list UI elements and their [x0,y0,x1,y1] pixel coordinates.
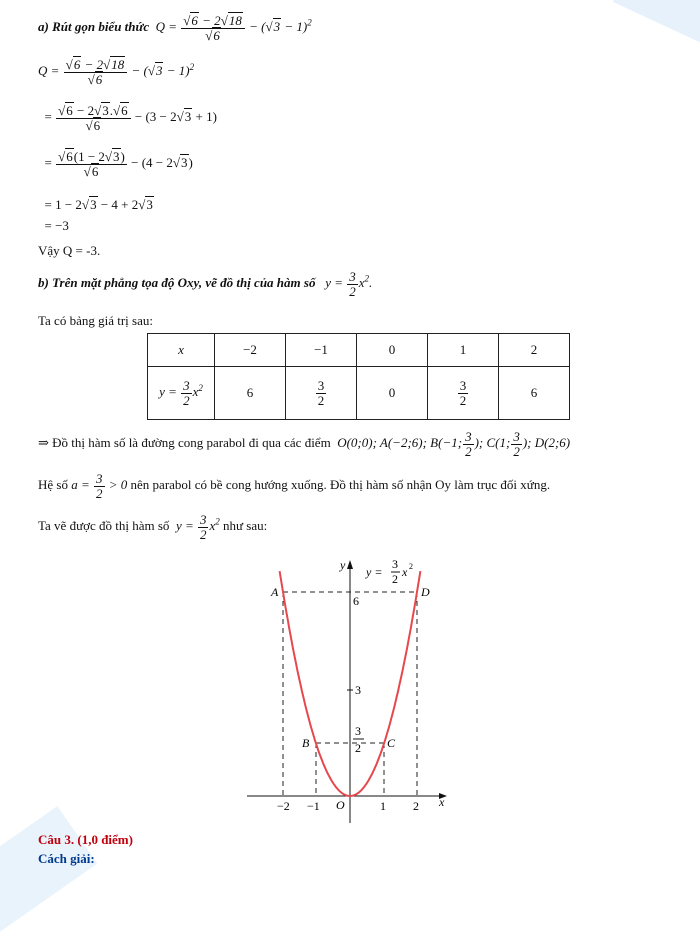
table-header-y: y = $\frac{3}{2}$ $x^2$ [148,367,215,420]
table-x-cell: −1 [286,334,357,367]
y-axis-arrow-icon [347,560,353,569]
table-x-cell: −2 [215,334,286,367]
curve-annotation [365,557,413,586]
question-3-subtitle: Cách giải: [38,851,95,866]
coef-expression: a = $\frac{3}{2}$ > 0 [71,471,128,501]
table-y-cell: 6 [215,367,286,420]
x-tick-label: −1 [307,799,320,813]
coef-text-1: Hệ số [38,477,68,493]
table-y-cell: $\frac{3}{2}$ [428,367,499,420]
part-a-conclusion: Vậy Q = -3. [38,243,101,258]
points-text: ⇒ Đồ thị hàm số là đường cong parabol đi qua các điểm [38,435,331,451]
question-3-title: Câu 3. (1,0 điểm) [38,832,133,847]
table-intro: Ta có bảng giá trị sau: [38,313,153,328]
svg-text:x: x [402,565,408,579]
y-tick-label: 6 [353,594,359,608]
part-a-heading-text: a) Rút gọn biểu thức [38,19,150,35]
draw-line [38,513,267,541]
value-table [147,333,570,420]
x-tick-label: −2 [277,799,290,813]
svg-text:3: 3 [392,557,398,571]
part-b-heading [38,270,372,298]
point-label-b: B [302,736,310,750]
function-expression: y = $\frac{3}{2}$ $x^2$. [318,269,373,299]
derivation-line-3: = √ 6(1 − 2√ 3) √ 6 − (4 − 2√ 3) [38,150,193,178]
parabola-graph [235,548,460,830]
y-tick-label: 3 [355,683,361,697]
table-y-cell: $\frac{3}{2}$ [286,367,357,420]
q-expression: Q = √ 6 − 2√ 18 √ 6 − (√ 3 − 1)$^2$ [152,19,311,34]
svg-text:2: 2 [392,572,398,586]
draw-text-2: như sau: [223,518,268,534]
part-a-heading [38,14,312,42]
draw-expression: y = $\frac{3}{2}$ $x^2$ [172,512,220,542]
derivation-line-1: Q = √ 6 − 2√ 18 √ 6 − (√ 3 − 1)$^2$ [38,58,194,86]
table-y-cell: 0 [357,367,428,420]
point-label-c: C [387,736,396,750]
table-x-cell: 2 [499,334,570,367]
derivation-line-4: = 1 − 2√ 3 − 4 + 2√ 3 [38,197,154,213]
corner-decoration [0,806,97,944]
x-tick-label: 2 [413,799,419,813]
derivation-line-5: = −3 [38,218,69,233]
part-b-heading-text: b) Trên mặt phẳng tọa độ Oxy, vẽ đồ thị của hàm số [38,275,316,291]
table-y-cell: 6 [499,367,570,420]
points-line [38,430,570,458]
svg-text:3: 3 [355,724,361,738]
origin-label: O [336,798,345,812]
corner-decoration [613,0,700,53]
point-label-d: D [421,585,430,599]
x-axis-label: x [439,795,445,809]
svg-text:y =: y = [366,565,383,579]
coefficient-line [38,472,550,500]
table-x-cell: 0 [357,334,428,367]
coef-text-2: nên parabol có bề cong hướng xuống. Đồ thị hàm số nhận Oy làm trục đối xứng. [130,477,551,493]
y-axis-label: y [340,558,346,572]
point-label-a: A [271,585,279,599]
x-tick-label: 1 [380,799,386,813]
derivation-line-2: = √ 6 − 2√ 3.√ 6 √ 6 − (3 − 2√ 3 + 1) [38,104,217,132]
table-header-x: x [148,334,215,367]
draw-text-1: Ta vẽ được đồ thị hàm số [38,518,170,534]
svg-text:2: 2 [409,562,413,571]
y-tick-label-3-2 [353,724,364,755]
points-list: O(0;0); A(−2;6); B(−1; $\frac{3}{2}$ ); C(1; $\frac{3}{2}$ ); D(2;6) [333,429,571,459]
svg-text:2: 2 [355,741,361,755]
table-x-cell: 1 [428,334,499,367]
